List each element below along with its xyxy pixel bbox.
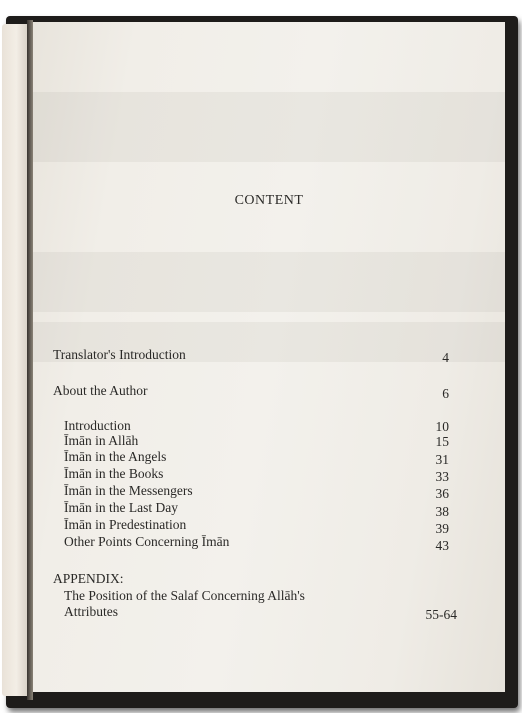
toc-entry-title: Īmān in the Books <box>64 466 164 481</box>
toc-entry-title: Other Points Concerning Īmān <box>64 534 230 549</box>
show-through-shading <box>33 92 505 162</box>
toc-entry-title: Īmān in the Last Day <box>64 500 178 515</box>
toc-entry-page: 33 <box>435 469 449 484</box>
appendix-page: 55-64 <box>425 607 457 622</box>
page-title: CONTENT <box>234 193 304 208</box>
toc-entry-page: 31 <box>435 452 449 467</box>
show-through-shading <box>33 252 505 312</box>
toc-entry-title: About the Author <box>53 383 148 398</box>
toc-entry-title: Translator's Introduction <box>53 347 186 362</box>
toc-entry-page: 6 <box>442 386 449 401</box>
toc-entry-page: 43 <box>435 538 449 553</box>
toc-entry-title: Īmān in Allāh <box>64 433 139 448</box>
toc-entry-page: 4 <box>442 350 449 365</box>
toc-entry-title: Īmān in the Angels <box>64 449 167 464</box>
toc-entry-title: Introduction <box>64 418 131 433</box>
appendix-title-line1: The Position of the Salaf Concerning Allāh's <box>64 588 305 603</box>
toc-entry-page: 36 <box>435 486 449 501</box>
toc-entry-page: 39 <box>435 521 449 536</box>
toc-entry-page: 15 <box>435 434 449 449</box>
left-page-edge <box>2 24 28 696</box>
contents-page <box>33 22 505 692</box>
toc-entry-page: 38 <box>435 504 449 519</box>
toc-entry-title: Īmān in the Messengers <box>64 483 193 498</box>
appendix-label: APPENDIX: <box>53 571 124 586</box>
toc-entry-page: 10 <box>435 419 449 434</box>
toc-entry-title: Īmān in Predestination <box>64 517 187 532</box>
appendix-title-line2: Attributes <box>64 604 118 619</box>
